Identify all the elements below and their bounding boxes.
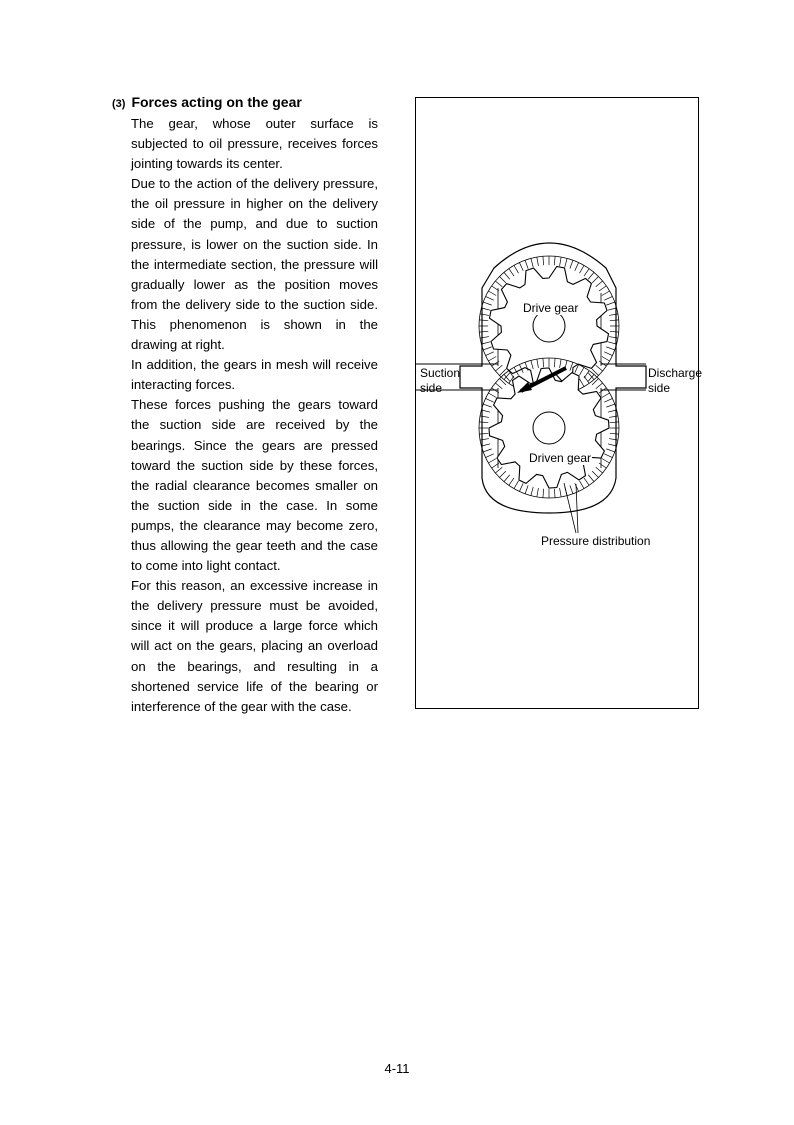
drive-gear-pressure-arrow — [592, 277, 598, 283]
drive-gear-pressure-arrow — [606, 302, 614, 305]
driven-gear-pressure-arrow — [602, 459, 610, 464]
drive-gear-pressure-arrow — [480, 337, 489, 339]
driven-gear-pressure-arrow — [481, 410, 490, 412]
driven-gear-pressure-arrow — [486, 454, 494, 458]
driven-gear-pressure-arrow — [609, 439, 618, 441]
drive-gear-pressure-arrow — [500, 369, 506, 375]
gear-pump-figure — [415, 97, 703, 709]
driven-gear-pressure-arrow — [580, 481, 585, 489]
body-line: the oil pressure in higher on the delivery — [131, 196, 378, 212]
driven-gear-pressure-arrow — [525, 485, 528, 493]
driven-gear — [479, 358, 619, 498]
drive-gear-pressure-arrow — [592, 369, 598, 375]
body-line: from the delivery side to the suction side. — [131, 296, 378, 312]
body-line: This phenomenon is shown in the — [131, 316, 378, 332]
body-line: shortened service life of the bearing or — [131, 678, 378, 694]
drive-gear-pressure-arrow — [486, 352, 494, 356]
driven-gear-pressure-arrow — [570, 485, 573, 493]
driven-gear-pressure-arrow — [604, 398, 612, 402]
driven-gear-pressure-arrow — [479, 422, 488, 423]
drive-gear-pressure-arrow — [481, 308, 490, 310]
body-line: interacting forces. — [131, 377, 236, 393]
body-line: Due to the action of the delivery pressure, — [131, 176, 378, 192]
body-line: interference of the gear with the case. — [131, 698, 352, 714]
driven-gear-pressure-arrow — [592, 471, 598, 477]
drive-gear-pressure-arrow — [580, 379, 585, 387]
driven-gear-pressure-arrow — [596, 383, 603, 389]
body-line: drawing at right. — [131, 337, 225, 353]
drive-gear-pressure-arrow — [604, 296, 612, 300]
driven-gear-pressure-arrow — [514, 481, 519, 489]
drive-gear-pressure-arrow — [584, 269, 589, 276]
body-line: subjected to oil pressure, receives forces — [131, 136, 378, 152]
driven-gear-pressure-arrow — [596, 467, 603, 473]
pressure-leader-2 — [576, 484, 578, 533]
drive-gear-pressure-arrow — [519, 263, 523, 271]
driven-gear-pressure-arrow — [537, 488, 539, 497]
driven-gear-pressure-arrow — [602, 393, 610, 398]
driven-gear-pressure-arrow — [599, 463, 606, 468]
drive-gear-pressure-arrow — [599, 286, 606, 291]
drive-gear-pressure-arrow — [479, 320, 488, 321]
discharge-side-label-line2: side — [648, 381, 671, 395]
drive-gear-pressure-arrow — [504, 272, 510, 279]
drive-gear-pressure-arrow — [596, 281, 603, 287]
body-line: The gear, whose outer surface is — [131, 116, 378, 131]
body-line: pressure, is lower on the suction side. In — [131, 236, 378, 252]
driven-gear-pressure-arrow — [481, 444, 490, 446]
drive-gear-pressure-arrow — [488, 357, 496, 362]
driven-gear-pressure-arrow — [584, 371, 589, 378]
driven-gear-pressure-arrow — [531, 487, 533, 496]
body-line: the radial clearance becomes smaller on — [131, 477, 378, 493]
driven-gear-pressure-arrow — [500, 471, 506, 477]
body-line: gradually lower as the position moves — [131, 276, 378, 292]
body-line: the delivery pressure must be avoided, — [131, 598, 378, 614]
driven-gear-pressure-arrow — [560, 488, 562, 497]
drive-gear-pressure-arrow — [580, 265, 585, 273]
body-line: For this reason, an excessive increase in — [131, 578, 378, 594]
driven-gear-pressure-arrow — [609, 416, 618, 418]
drive-gear-pressure-arrow — [514, 265, 519, 273]
driven-gear-pressure-arrow — [519, 483, 523, 491]
section-title: Forces acting on the gear — [131, 94, 302, 110]
driven-gear-pressure-arrow — [488, 393, 496, 398]
driven-gear-pressure-arrow — [483, 449, 491, 452]
drive-gear-pressure-arrow — [486, 296, 494, 300]
driven-gear-pressure-arrow — [608, 444, 617, 446]
drive-gear-pressure-arrow — [495, 365, 502, 371]
drive-gear-pressure-arrow — [537, 257, 539, 266]
drive-gear-pressure-arrow — [509, 269, 514, 276]
drive-gear-pressure-arrow — [483, 347, 491, 350]
driven-gear-pressure-arrow — [584, 478, 589, 485]
driven-gear-pressure-arrow — [483, 404, 491, 407]
driven-gear-pressure-arrow — [480, 416, 489, 418]
driven-gear-pressure-arrow — [509, 478, 514, 485]
section-number: (3) — [112, 98, 126, 110]
body-line: the suction side are received by the — [131, 417, 378, 433]
body-line: on the bearings, and resulting in a — [131, 658, 378, 674]
body-line: the suction side in the case. In some — [131, 497, 378, 513]
driven-gear-pressure-arrow — [495, 383, 502, 389]
driven-gear-label: Driven gear — [529, 451, 592, 465]
page-number: 4-11 — [384, 1061, 410, 1076]
drive-gear-pressure-arrow — [531, 258, 533, 267]
section-heading — [112, 94, 412, 110]
body-line: In addition, the gears in mesh will receive — [131, 357, 378, 373]
drive-gear-pressure-arrow — [543, 256, 544, 265]
body-line: toward the suction side by these forces, — [131, 457, 378, 473]
drive-gear-pressure-arrow — [488, 291, 496, 296]
drive-gear-pressure-arrow — [570, 260, 573, 268]
driven-gear-pressure-arrow — [554, 489, 555, 498]
driven-gear-pressure-arrow — [479, 433, 488, 434]
drive-gear-pressure-arrow — [602, 291, 610, 296]
drive-gear-pressure-arrow — [483, 302, 491, 305]
drive-gear-pressure-arrow — [608, 342, 617, 344]
drive-gear-pressure-arrow — [596, 365, 603, 371]
body-line: will act on the gears, placing an overload — [131, 638, 378, 654]
driven-gear-pressure-arrow — [610, 433, 619, 434]
driven-gear-pressure-arrow — [606, 404, 614, 407]
discharge-side-label-line1: Discharge — [648, 366, 703, 380]
drive-gear-pressure-arrow — [604, 352, 612, 356]
driven-gear-pressure-arrow — [604, 454, 612, 458]
drive-gear-pressure-arrow — [480, 314, 489, 316]
body-line: jointing towards its center. — [131, 156, 283, 172]
body-line: since it will produce a large force which — [131, 618, 378, 634]
driven-gear-pressure-arrow — [504, 475, 510, 482]
drive-gear-label: Drive gear — [523, 301, 579, 315]
driven-gear-pressure-arrow — [486, 398, 494, 402]
drive-gear-pressure-arrow — [575, 263, 579, 271]
driven-gear-pressure-arrow — [543, 489, 544, 498]
body-line: side of the pump, and due to suction — [131, 216, 378, 232]
driven-gear-pressure-arrow — [592, 379, 598, 385]
driven-gear-pressure-arrow — [610, 422, 619, 423]
section-body — [131, 114, 378, 717]
drive-gear-pressure-arrow — [610, 320, 619, 321]
body-line: to come into light contact. — [131, 558, 281, 574]
drive-gear-pressure-arrow — [500, 277, 506, 283]
drive-gear-pressure-arrow — [525, 260, 528, 268]
body-line: thus allowing the gear teeth and the case — [131, 537, 378, 553]
body-line: the intermediate section, the pressure will — [131, 256, 378, 272]
driven-gear-pressure-arrow — [480, 439, 489, 441]
drive-gear-pressure-arrow — [602, 357, 610, 362]
pressure-distribution-label: Pressure distribution — [541, 534, 651, 548]
body-line: bearings. Since the gears are pressed — [131, 437, 378, 453]
driven-gear-shaft — [533, 412, 565, 444]
drive-gear-pressure-arrow — [609, 337, 618, 339]
suction-side-label-line2: side — [420, 381, 443, 395]
suction-side-label-line1: Suction — [420, 366, 461, 380]
drive-gear-pressure-arrow — [554, 256, 555, 265]
drive-gear-pressure-arrow — [481, 342, 490, 344]
driven-gear-pressure-arrow — [588, 475, 594, 482]
driven-gear-pressure-arrow — [575, 483, 579, 491]
drive-gear-pressure-arrow — [495, 281, 502, 287]
drive-gear-pressure-arrow — [565, 258, 567, 267]
drive-gear-pressure-arrow — [608, 308, 617, 310]
drive-gear-pressure-arrow — [610, 331, 619, 332]
driven-gear-pressure-arrow — [488, 459, 496, 464]
drive-gear-pressure-arrow — [609, 314, 618, 316]
body-line: These forces pushing the gears toward — [131, 397, 378, 413]
gear-pump-diagram — [416, 98, 703, 710]
body-line: pumps, the clearance may become zero, — [131, 517, 378, 533]
drive-gear-pressure-arrow — [479, 331, 488, 332]
driven-gear-pressure-arrow — [580, 367, 585, 375]
driven-gear-pressure-arrow — [608, 410, 617, 412]
driven-gear-pressure-arrow — [500, 379, 506, 385]
drive-gear-pressure-arrow — [560, 257, 562, 266]
driven-gear-pressure-arrow — [495, 467, 502, 473]
drive-gear-pressure-arrow — [606, 347, 614, 350]
pressure-leader-1 — [564, 483, 576, 533]
driven-gear-pressure-arrow — [606, 449, 614, 452]
drive-gear-pressure-arrow — [588, 272, 594, 279]
